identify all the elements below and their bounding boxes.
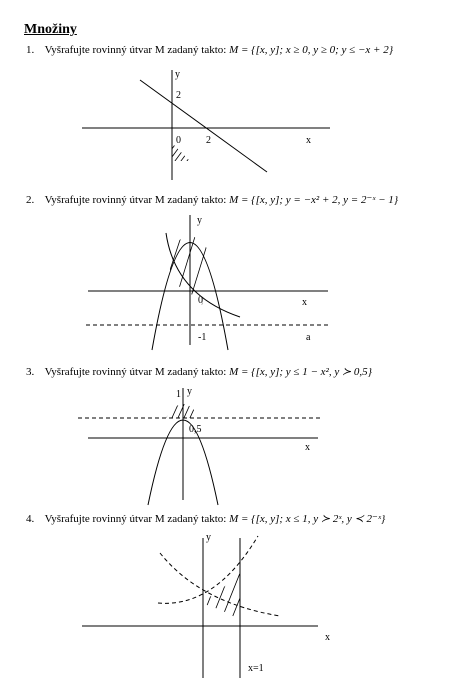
problem-formula: M = {[x, y]; x ≤ 1, y ≻ 2ˣ, y ≺ 2⁻ˣ} bbox=[229, 513, 386, 525]
y-axis-label: y bbox=[175, 69, 180, 80]
origin-label: 0 bbox=[176, 135, 181, 146]
problem-formula: M = {[x, y]; y = −x² + 2, y = 2⁻ˣ − 1} bbox=[229, 194, 399, 206]
problem-formula: M = {[x, y]; y ≤ 1 − x², y ≻ 0,5} bbox=[229, 366, 373, 378]
x-axis-label: x bbox=[306, 135, 311, 146]
problem-task: Vyšrafujte rovinný útvar M zadaný takto: bbox=[44, 194, 227, 206]
problem-2-graph bbox=[0, 205, 462, 355]
half-label: 0,5 bbox=[189, 424, 202, 435]
x-axis-label: x bbox=[305, 442, 310, 453]
problem-1-graph bbox=[0, 60, 462, 160]
y-axis-label: y bbox=[206, 532, 211, 543]
one-label: 1 bbox=[176, 389, 181, 400]
problem-3-graph bbox=[0, 380, 462, 505]
y-axis-label: y bbox=[197, 215, 202, 226]
a-label: a bbox=[306, 332, 311, 343]
x-tick-label: 2 bbox=[206, 135, 211, 146]
page-title: Množiny bbox=[24, 22, 77, 37]
x-equals-one-label: x=1 bbox=[248, 663, 264, 674]
minus-one-label: -1 bbox=[198, 332, 207, 343]
problem-number: 4. bbox=[26, 513, 35, 525]
y-axis-label: y bbox=[187, 386, 192, 397]
origin-label: 0 bbox=[198, 295, 203, 306]
problem-task: Vyšrafujte rovinný útvar M zadaný takto: bbox=[44, 513, 227, 525]
problem-number: 3. bbox=[26, 366, 35, 378]
problem-3-text bbox=[26, 365, 372, 378]
problem-number: 1. bbox=[26, 44, 35, 56]
problem-4-text bbox=[26, 512, 385, 525]
y-tick-label: 2 bbox=[176, 90, 181, 101]
problem-task: Vyšrafujte rovinný útvar M zadaný takto: bbox=[44, 44, 227, 56]
problem-task: Vyšrafujte rovinný útvar M zadaný takto: bbox=[44, 366, 227, 378]
problem-1-text bbox=[26, 44, 393, 56]
x-axis-label: x bbox=[325, 632, 330, 643]
problem-4-graph bbox=[0, 528, 462, 683]
x-axis-label: x bbox=[302, 297, 307, 308]
problem-number: 2. bbox=[26, 194, 35, 206]
problem-formula: M = {[x, y]; x ≥ 0, y ≥ 0; y ≤ −x + 2} bbox=[229, 44, 394, 56]
